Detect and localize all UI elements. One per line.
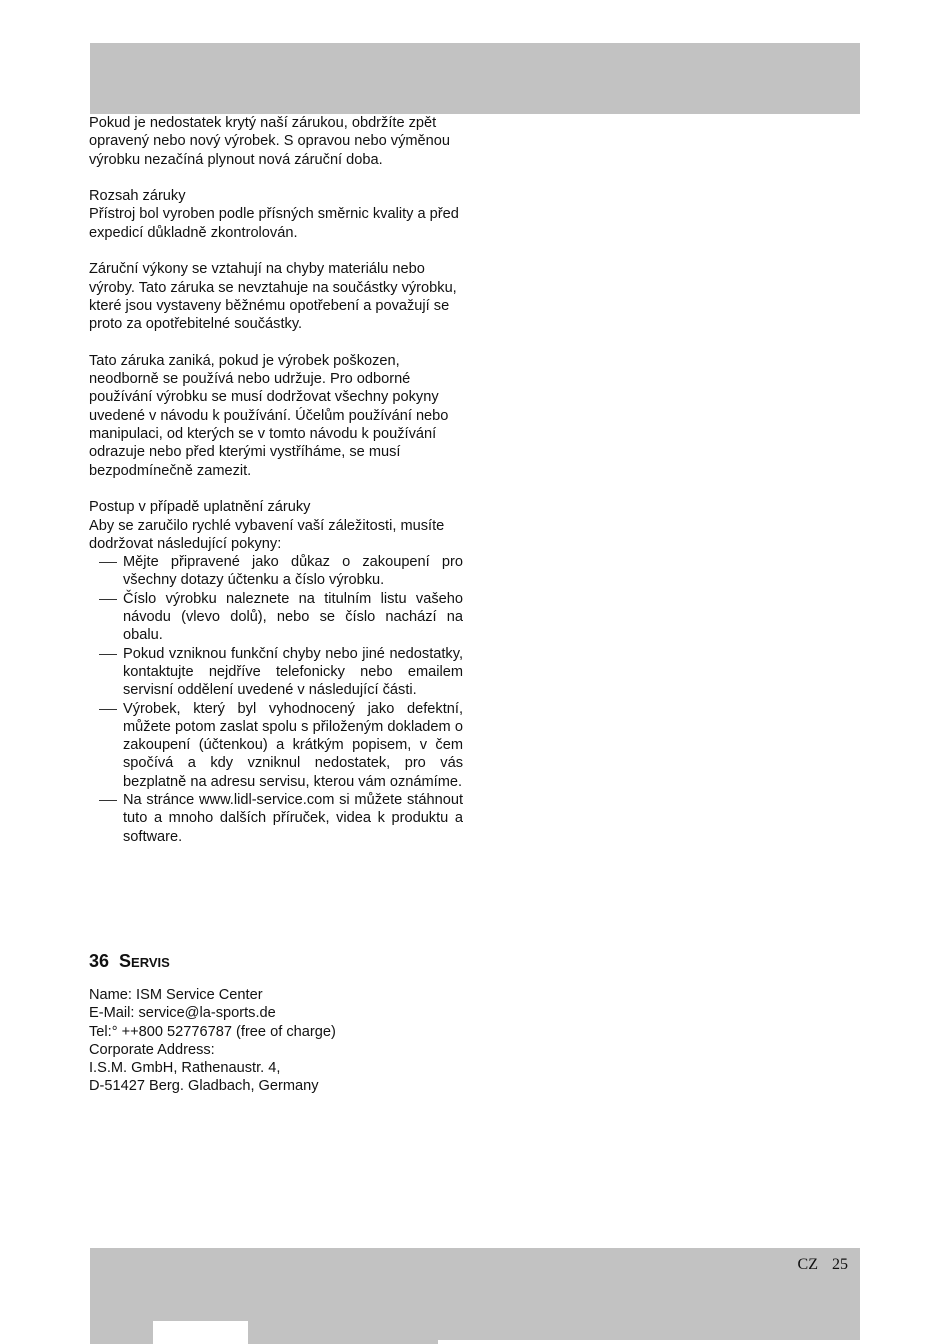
service-email-line: E-Mail: service@la-sports.de xyxy=(89,1005,276,1022)
dash-bullet xyxy=(99,599,117,600)
expiry-paragraph xyxy=(89,352,463,480)
scope-text: Přístroj bol vyroben podle přísných směrnic kvality a před expedicí důkladně zkontrolován. xyxy=(89,206,459,241)
service-phone-line: Tel:° ++800 52776787 (free of charge) xyxy=(89,1023,336,1040)
scope-heading: Rozsah záruky xyxy=(89,188,186,205)
list-item xyxy=(89,553,463,590)
service-name-line: Name: ISM Service Center xyxy=(89,987,263,1003)
list-item-text: Číslo výrobku naleznete na titulním listu vašeho návodu (vlevo dolů), nebo se číslo nachází na obalu. xyxy=(123,590,463,644)
section-number: 36 xyxy=(89,951,110,971)
service-address-street: I.S.M. GmbH, Rathenaustr. 4, xyxy=(89,1060,281,1077)
language-code: CZ xyxy=(797,1256,818,1273)
list-item xyxy=(89,791,463,846)
service-address-city: D-51427 Berg. Gladbach, Germany xyxy=(89,1078,319,1095)
procedure-list xyxy=(89,553,463,846)
service-address-label: Corporate Address: xyxy=(89,1041,215,1058)
dash-bullet xyxy=(99,800,117,801)
footer-rule xyxy=(438,1340,860,1344)
expiry-text: Tato záruka zaniká, pokud je výrobek poškozen, neodborně se používá nebo udržuje. Pro odborné používání výrobku se musí dodržovat všechny pokyny uvedené v návodu k používání. Účelům používání nebo manipulaci, od kterých se v tomto návodu k používání odrazuje nebo před kterými vystříháme, se musí bezpodmínečně zamezit. xyxy=(89,352,449,479)
page-number: 25 xyxy=(832,1256,848,1273)
intro-text: Pokud je nedostatek krytý naší zárukou, obdržíte zpět opravený nebo nový výrobek. S opravou nebo výměnou výrobku nezačíná plynout nová záruční doba. xyxy=(89,115,451,168)
list-item-text: Mějte připravené jako důkaz o zakoupení pro všechny dotazy účtenku a číslo výrobku. xyxy=(123,554,463,589)
procedure-intro: Aby se zaručilo rychlé vybavení vaší záležitosti, musíte dodržovat následující pokyny: xyxy=(89,517,445,552)
list-item-text: Výrobek, který byl vyhodnocený jako defektní, můžete potom zaslat spolu s přiloženým dokladem o zakoupení (účtenkou) a krátkým popisem, v čem spočívá a kdy vzniknul nedostatek, pro vás bezplatně na adresu servisu, kterou vám oznámíme. xyxy=(123,700,463,790)
dash-bullet xyxy=(99,562,117,563)
dash-bullet xyxy=(99,654,117,655)
coverage-text: Záruční výkony se vztahují na chyby materiálu nebo výroby. Tato záruka se nevztahuje na součástky výrobku, které jsou vystaveny běžnému opotřebení a považují se proto za opotřebitelné součástky. xyxy=(89,261,457,333)
procedure-section xyxy=(89,498,463,846)
section-title: Servis xyxy=(119,951,170,971)
list-item xyxy=(89,645,463,700)
list-item xyxy=(89,590,463,645)
header-band xyxy=(90,43,860,114)
page-label xyxy=(798,1256,848,1274)
footer-band xyxy=(90,1248,860,1344)
footer-tab xyxy=(153,1321,248,1344)
main-column xyxy=(89,114,463,864)
list-item-text: Pokud vzniknou funkční chyby nebo jiné nedostatky, kontaktujte nejdříve telefonicky nebo emailem servisní oddělení uvedené v následující části. xyxy=(123,645,463,699)
list-item-text: Na stránce www.lidl-service.com si můžete stáhnout tuto a mnoho dalších příruček, videa k produktu a software. xyxy=(123,791,463,845)
scope-section xyxy=(89,187,463,242)
service-section xyxy=(89,950,489,1096)
intro-paragraph xyxy=(89,114,463,169)
coverage-paragraph xyxy=(89,260,463,333)
service-heading xyxy=(89,950,489,972)
dash-bullet xyxy=(99,709,117,710)
procedure-heading: Postup v případě uplatnění záruky xyxy=(89,499,311,516)
list-item xyxy=(89,700,463,791)
